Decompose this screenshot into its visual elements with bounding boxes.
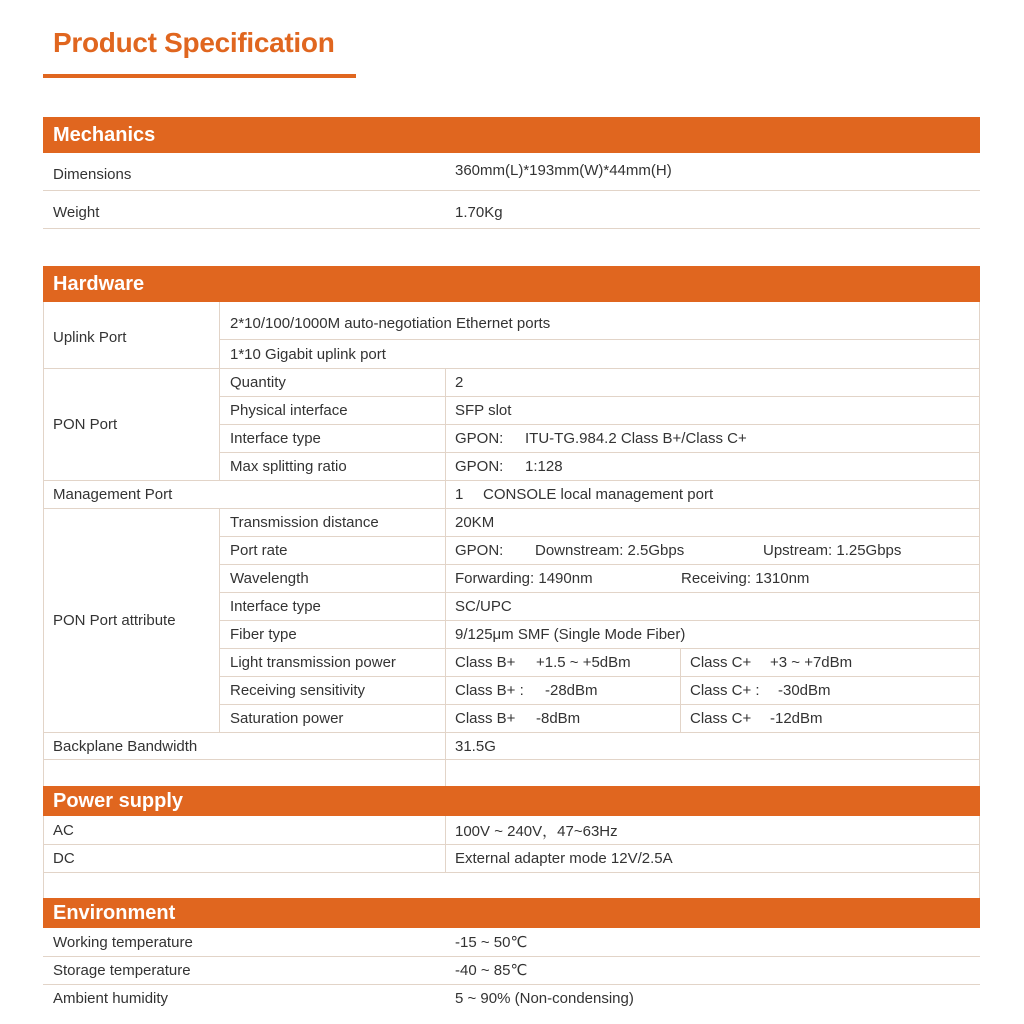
spec-param: Max splitting ratio (230, 457, 347, 475)
section-header-environment (43, 898, 980, 928)
spec-value: GPON: (455, 429, 504, 447)
spec-label: Weight (53, 203, 100, 221)
spec-value: Class B+ (455, 709, 516, 727)
spec-value: Class C+ (690, 653, 752, 671)
spec-value: 100V ~ 240V，47~63Hz (455, 822, 618, 840)
spec-param: Interface type (230, 597, 321, 615)
spec-label: Ambient humidity (53, 989, 169, 1007)
spec-value: 360mm(L)*193mm(W)*44mm(H) (455, 161, 672, 179)
spec-value: Class C+ (690, 709, 752, 727)
spec-value: -8dBm (536, 709, 581, 727)
section-header-power-supply (43, 786, 980, 816)
spec-value: 31.5G (455, 737, 496, 755)
spec-param: Interface type (230, 429, 321, 447)
spec-value: -30dBm (778, 681, 831, 699)
section-title: Hardware (53, 272, 145, 295)
section-title: Power supply (53, 789, 184, 812)
row-divider (43, 872, 980, 873)
spec-label: Storage temperature (53, 961, 191, 979)
spec-value: Downstream: 2.5Gbps (535, 541, 685, 559)
row-divider (43, 508, 980, 509)
spec-value: +3 ~ +7dBm (770, 653, 853, 671)
spec-label: Management Port (53, 485, 173, 503)
spec-value: Forwarding: 1490nm (455, 569, 593, 587)
spec-value: 2*10/100/1000M auto-negotiation Ethernet ports (230, 314, 551, 332)
spec-value: CONSOLE local management port (483, 485, 714, 503)
row-divider (43, 368, 980, 369)
spec-value: 1 (455, 485, 464, 503)
section-header-mechanics (43, 117, 980, 153)
spec-value: 1:128 (525, 457, 563, 475)
spec-label: Working temperature (53, 933, 193, 951)
spec-value: -15 ~ 50℃ (455, 934, 528, 951)
spec-label: Backplane Bandwidth (53, 737, 198, 755)
table-border-left (43, 302, 44, 786)
spec-param: Port rate (230, 541, 288, 559)
spec-value: GPON: (455, 541, 504, 559)
spec-param: Quantity (230, 373, 286, 391)
spec-value: -40 ~ 85℃ (455, 962, 528, 979)
spec-value: SC/UPC (455, 597, 512, 615)
spec-value: 2 (455, 373, 464, 391)
spec-label: DC (53, 849, 75, 867)
spec-label: PON Port (53, 415, 118, 433)
spec-param: Saturation power (230, 709, 344, 727)
spec-value: +1.5 ~ +5dBm (536, 653, 631, 671)
spec-value: SFP slot (455, 401, 512, 419)
table-border-right (979, 302, 980, 786)
spec-value: External adapter mode 12V/2.5A (455, 849, 673, 867)
spec-value: 1*10 Gigabit uplink port (230, 345, 386, 363)
spec-param: Light transmission power (230, 653, 396, 671)
column-divider (680, 648, 681, 732)
spec-value: GPON: (455, 457, 504, 475)
spec-label: AC (53, 821, 74, 839)
title-underline (43, 74, 356, 78)
spec-value: Class C+ : (690, 681, 760, 699)
spec-value: ITU-TG.984.2 Class B+/Class C+ (525, 429, 747, 447)
row-divider (43, 190, 980, 191)
row-divider (219, 564, 980, 565)
table-border-right (979, 816, 980, 898)
spec-value: 9/125μm SMF (Single Mode Fiber) (455, 625, 686, 643)
spec-value: Class B+ (455, 653, 516, 671)
column-divider (219, 302, 220, 480)
spec-param: Transmission distance (230, 513, 379, 531)
spec-param: Physical interface (230, 401, 348, 419)
section-title: Mechanics (53, 123, 156, 146)
spec-param: Wavelength (230, 569, 309, 587)
spec-value: 1.70Kg (455, 203, 503, 221)
section-header-hardware (43, 266, 980, 302)
spec-label: Dimensions (53, 165, 132, 183)
column-divider (445, 368, 446, 786)
spec-value: Receiving: 1310nm (681, 569, 810, 587)
spec-value: 20KM (455, 513, 495, 531)
spec-value: -28dBm (545, 681, 598, 699)
row-divider (219, 592, 980, 593)
spec-value: 5 ~ 90% (Non-condensing) (455, 989, 634, 1007)
spec-value: Class B+ : (455, 681, 524, 699)
spec-param: Fiber type (230, 625, 297, 643)
spec-value: -12dBm (770, 709, 823, 727)
spec-label: Uplink Port (53, 328, 127, 346)
row-divider (43, 228, 980, 229)
table-border-left (43, 816, 44, 898)
spec-param: Receiving sensitivity (230, 681, 366, 699)
spec-value: Upstream: 1.25Gbps (763, 541, 902, 559)
page-title: Product Specification (53, 27, 335, 58)
spec-label: PON Port attribute (53, 611, 176, 629)
section-title: Environment (53, 901, 176, 924)
